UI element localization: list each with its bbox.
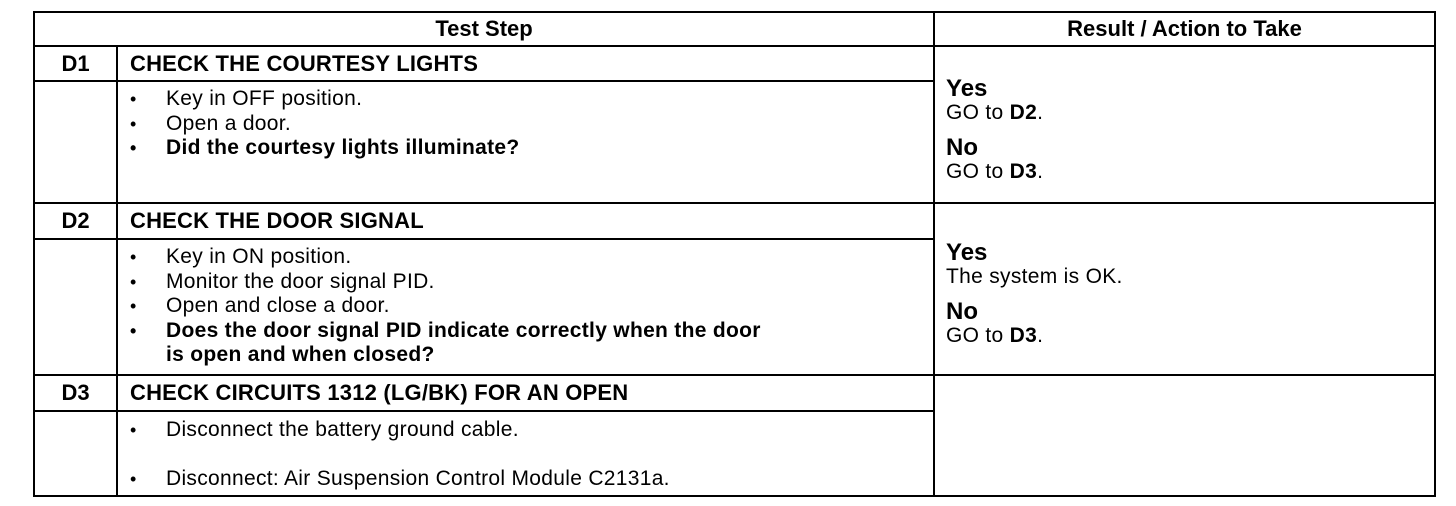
step-id-d1: D1: [34, 46, 117, 81]
instruction-text: Open and close a door.: [166, 294, 390, 317]
result-cell-d2: [934, 203, 1435, 375]
result-cell-d1: [934, 46, 1435, 203]
no-action-d2: [946, 324, 1434, 348]
bullet-icon: •: [130, 113, 137, 134]
bullet-icon: •: [130, 468, 137, 489]
list-item: [118, 418, 933, 443]
step-id-d3: D3: [34, 375, 117, 411]
diagnostic-test-table: [33, 11, 1436, 497]
yes-label-d1: Yes: [946, 74, 988, 102]
yes-action-d1: [946, 101, 1434, 125]
step-instructions-d2: [117, 239, 934, 375]
no-prefix-d1: GO to: [946, 159, 1010, 183]
list-item: [118, 245, 933, 270]
bullet-icon: •: [130, 296, 137, 316]
instruction-list-d2: [118, 240, 933, 372]
list-item: [118, 270, 933, 295]
result-no-d1: [946, 135, 1434, 184]
yes-ref-d1: D2: [1009, 100, 1038, 124]
table-header-row: [34, 12, 1435, 46]
header-result-action: Result / Action to Take: [934, 12, 1435, 46]
diagnostic-table-wrapper: [33, 11, 1434, 497]
step-title-row-d3: [34, 375, 1435, 411]
result-cell-d3: [934, 375, 1435, 496]
bullet-icon: •: [130, 89, 137, 109]
yes-prefix-d1: GO to: [946, 100, 1010, 124]
bullet-icon: •: [130, 247, 137, 267]
yes-action-d2: The system is OK.: [946, 265, 1123, 288]
step-id-d2: D2: [34, 203, 117, 239]
instruction-text: Monitor the door signal PID.: [166, 269, 435, 293]
no-action-d1: [946, 160, 1434, 184]
no-suffix-d1: .: [1037, 159, 1044, 183]
bullet-icon: •: [130, 420, 137, 440]
no-label-d1: No: [946, 133, 979, 161]
list-item: [118, 294, 933, 319]
step-id-spacer-d3: [34, 411, 117, 496]
bullet-icon: •: [130, 320, 137, 341]
no-ref-d2: D3: [1009, 324, 1038, 347]
instruction-list-d1: [118, 82, 933, 165]
no-label-d2: No: [946, 298, 979, 325]
step-title-d3: CHECK CIRCUITS 1312 (LG/BK) FOR AN OPEN: [117, 375, 934, 411]
yes-label-d2: Yes: [946, 239, 988, 266]
step-title-row-d1: [34, 46, 1435, 81]
bullet-icon: •: [130, 271, 137, 292]
step-instructions-d3: [117, 411, 934, 496]
result-yes-d2: [946, 240, 1434, 289]
instruction-list-d3: [118, 412, 933, 495]
step-instructions-d1: [117, 81, 934, 203]
instruction-text: Disconnect the battery ground cable.: [166, 418, 519, 441]
question-text: Did the courtesy lights illuminate?: [166, 136, 520, 159]
result-yes-d1: [946, 76, 1434, 125]
question-text-continued: is open and when closed?: [166, 343, 435, 366]
no-ref-d1: D3: [1009, 159, 1038, 183]
question-text: Does the door signal PID indicate correctly when the door: [166, 318, 761, 342]
step-title-row-d2: [34, 203, 1435, 239]
instruction-text: Key in OFF position.: [166, 87, 363, 110]
no-prefix-d2: GO to: [946, 324, 1010, 347]
yes-suffix-d1: .: [1037, 100, 1044, 124]
list-item: [118, 112, 933, 137]
list-item: [118, 319, 933, 368]
list-item: [118, 136, 933, 161]
step-title-d2: CHECK THE DOOR SIGNAL: [117, 203, 934, 239]
step-id-spacer-d2: [34, 239, 117, 375]
bullet-icon: •: [130, 138, 137, 158]
list-item: [118, 467, 933, 492]
step-id-spacer-d1: [34, 81, 117, 203]
header-test-step: Test Step: [34, 12, 934, 46]
result-no-d2: [946, 299, 1434, 348]
no-suffix-d2: .: [1037, 324, 1044, 347]
instruction-text: Disconnect: Air Suspension Control Module C2131a.: [166, 466, 670, 490]
instruction-text: Open a door.: [166, 111, 292, 135]
list-item: [118, 87, 933, 112]
instruction-text: Key in ON position.: [166, 245, 352, 268]
step-title-d1: CHECK THE COURTESY LIGHTS: [117, 46, 934, 81]
